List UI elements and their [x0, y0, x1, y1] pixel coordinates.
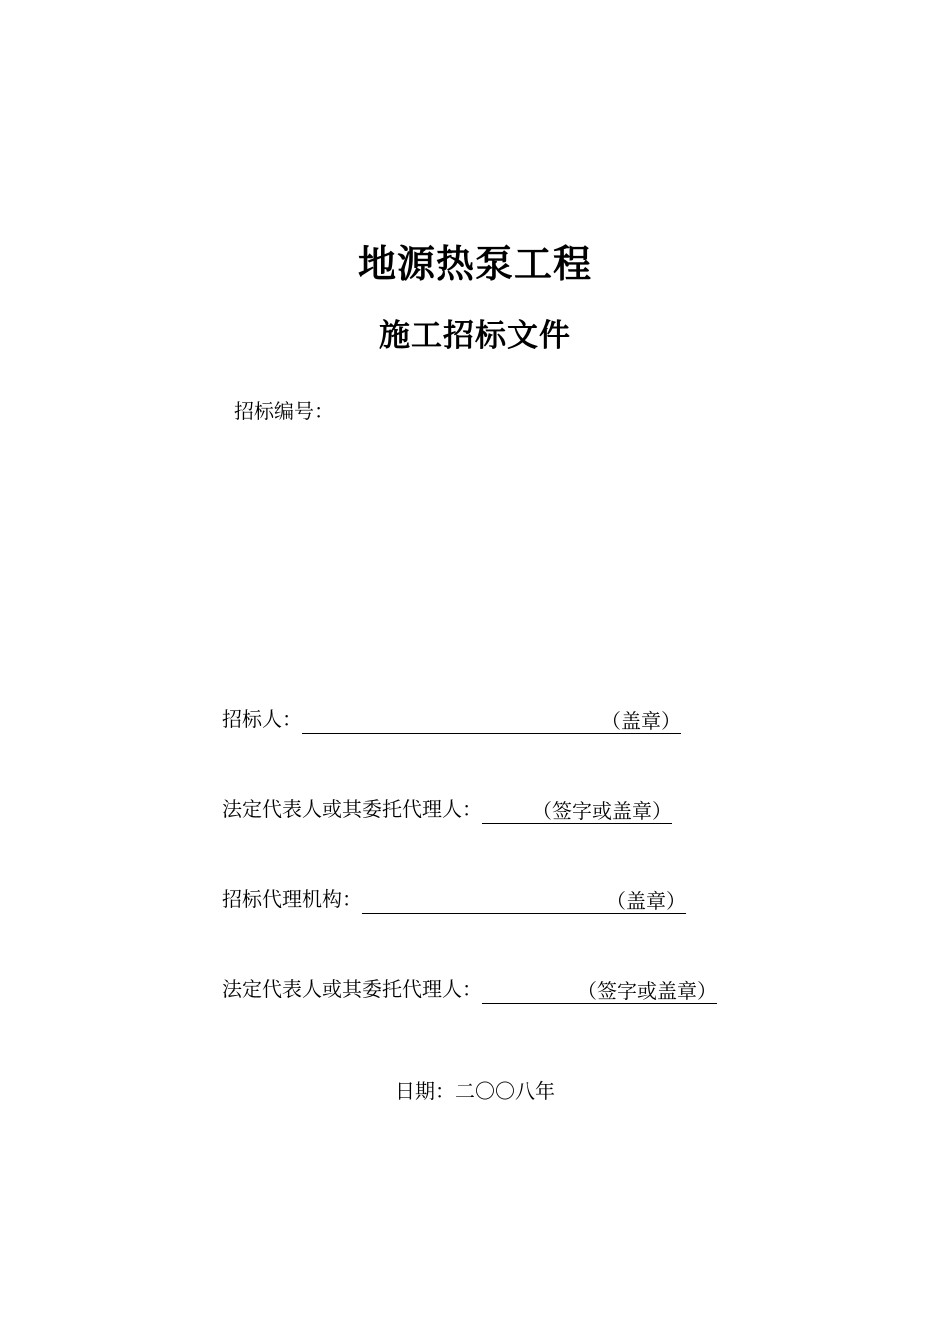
tenderer-representative-signature-row: [222, 794, 672, 824]
tenderer-label: 招标人：: [222, 707, 302, 731]
document-title: 地源热泵工程: [357, 242, 592, 286]
tenderer-signature-line: （盖章）: [302, 708, 681, 734]
document-subtitle: 施工招标文件: [379, 318, 571, 354]
tenderer-representative-signature-line: （签字或盖章）: [482, 798, 672, 824]
agency-signature-row: [222, 884, 686, 914]
agency-representative-label: 法定代表人或其委托代理人：: [222, 977, 482, 1001]
tenderer-signature-row: [222, 704, 681, 734]
document-date: 日期：二〇〇八年: [395, 1079, 555, 1103]
bid-number-label: 招标编号：: [234, 399, 334, 423]
agency-representative-signature-line: （签字或盖章）: [482, 978, 717, 1004]
tenderer-representative-label: 法定代表人或其委托代理人：: [222, 797, 482, 821]
agency-label: 招标代理机构：: [222, 887, 362, 911]
agency-signature-line: （盖章）: [362, 888, 686, 914]
agency-representative-signature-row: [222, 974, 717, 1004]
